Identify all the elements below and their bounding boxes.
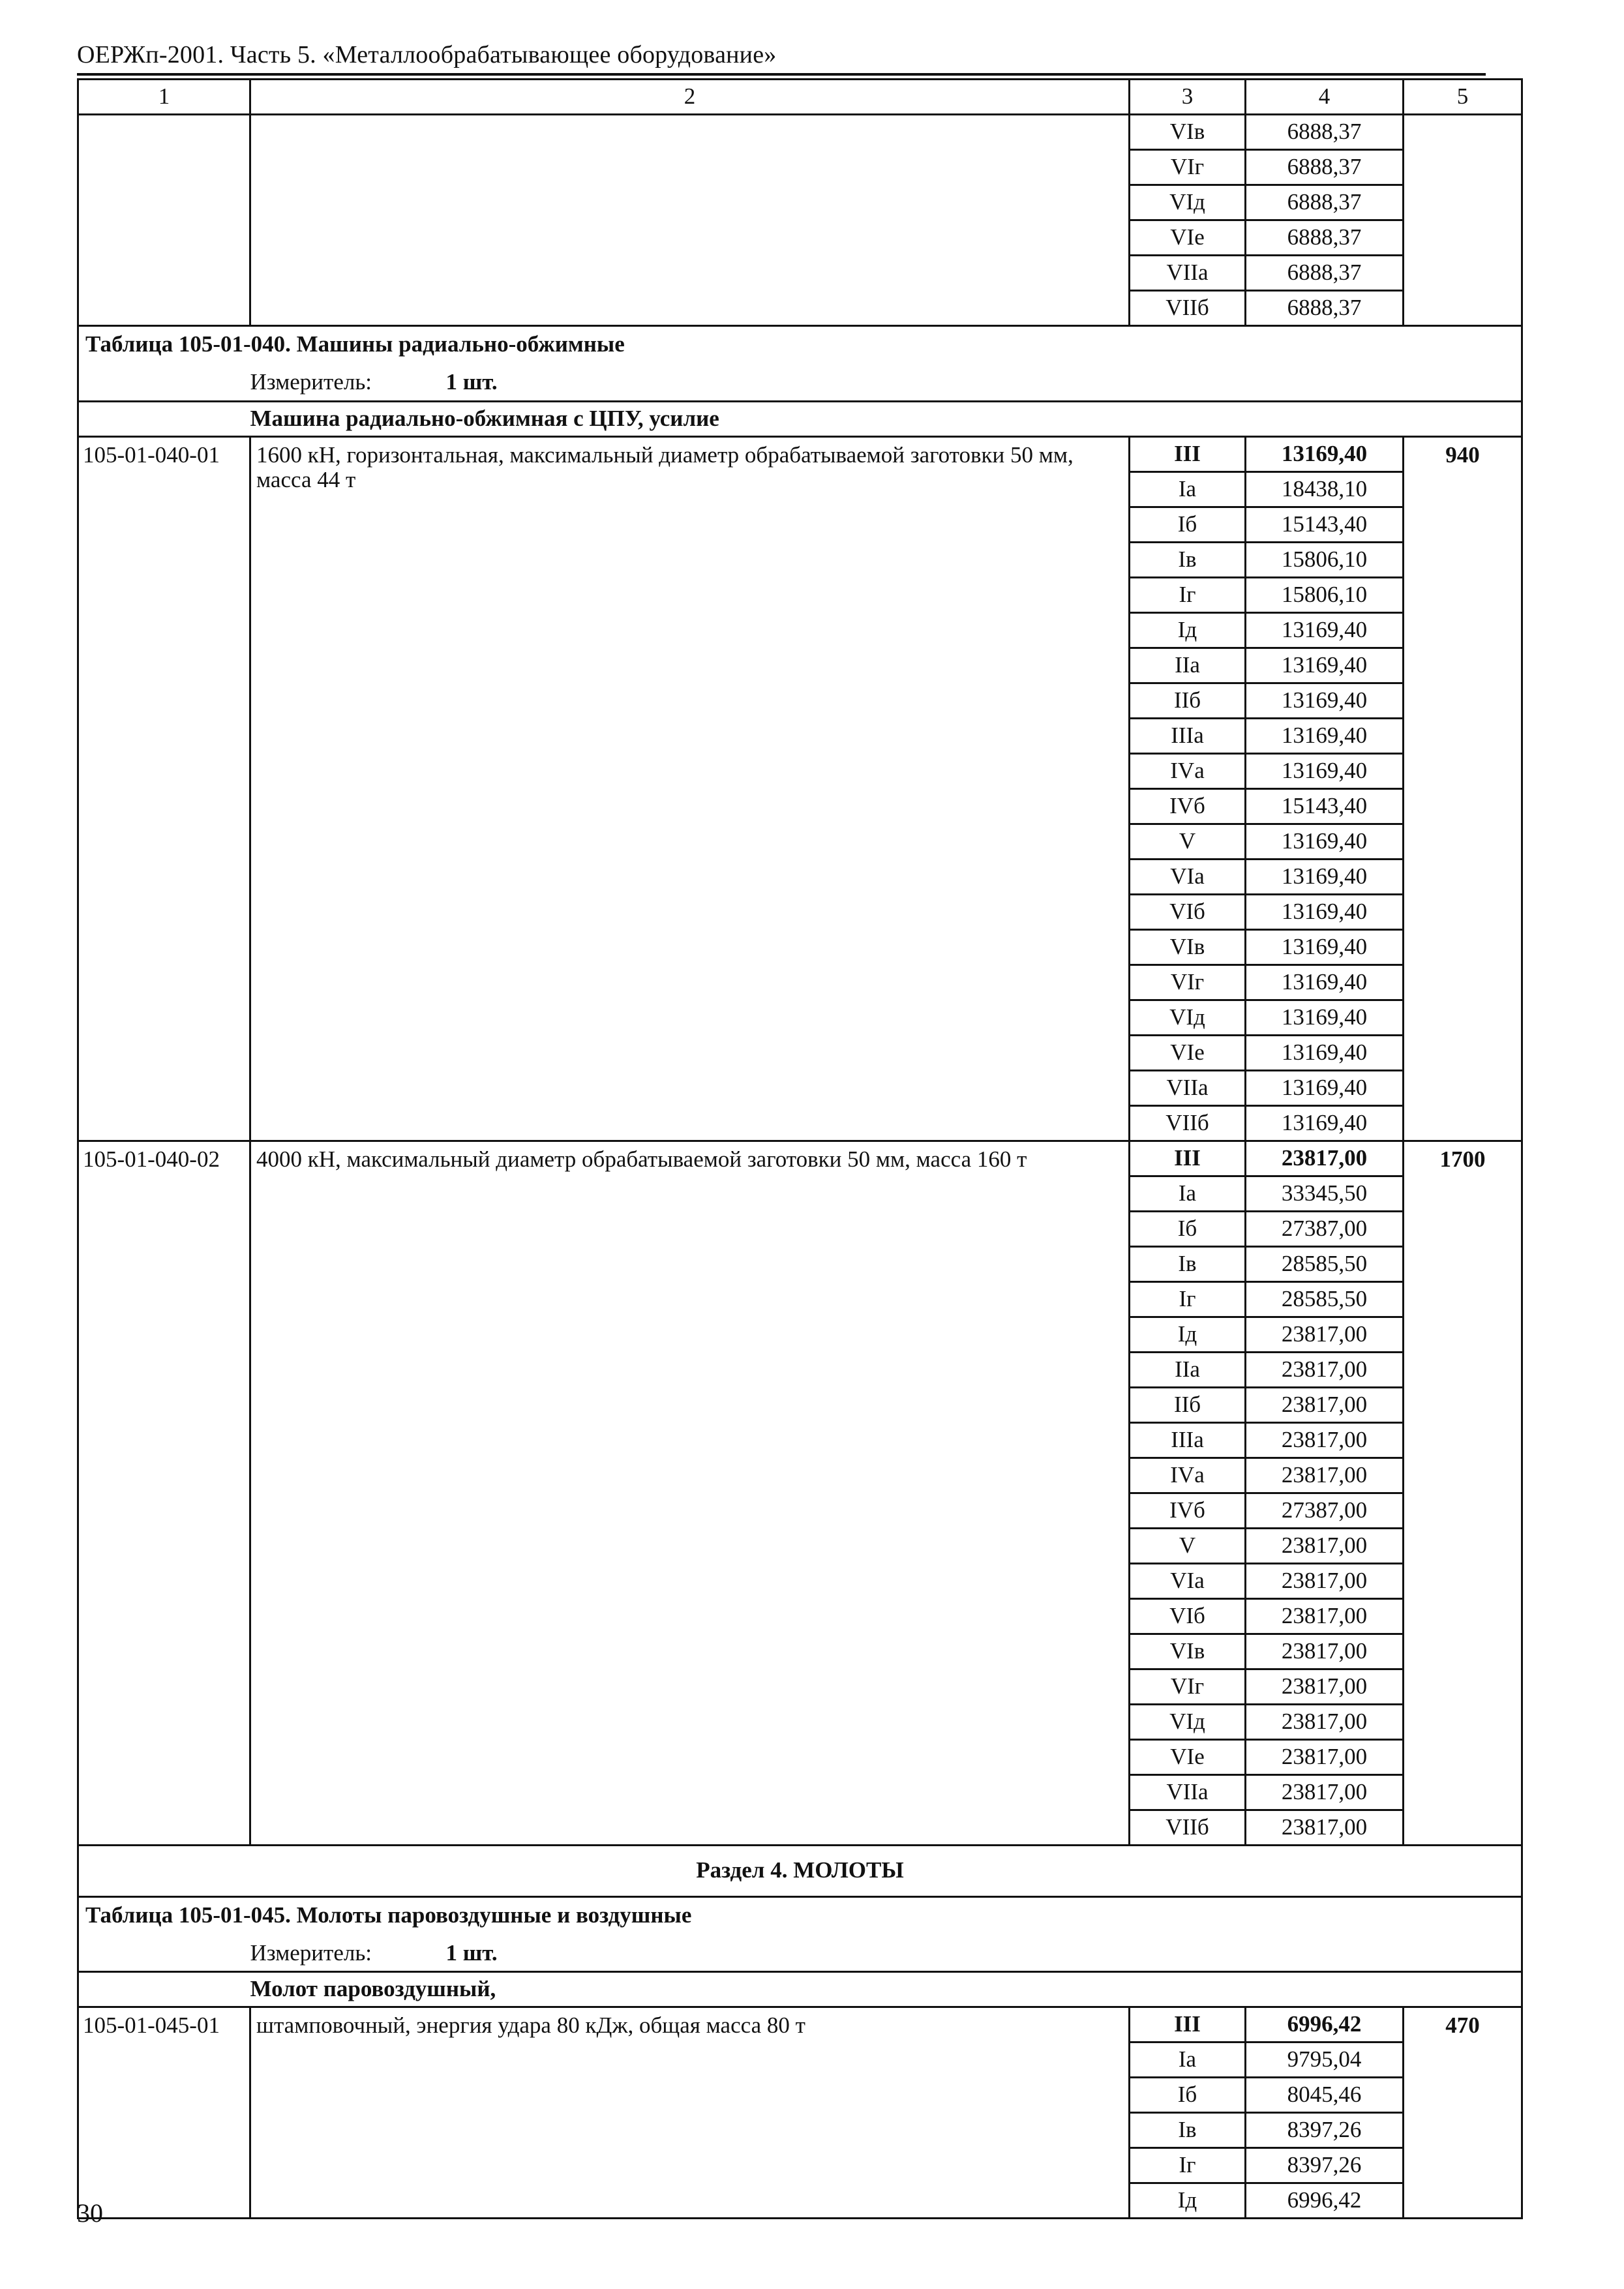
price-cell: 9795,04 (1246, 2042, 1404, 2078)
measure-spacer (78, 366, 250, 401)
price-cell: 13169,40 (1246, 1000, 1404, 1035)
zone-cell: Iа (1130, 471, 1246, 507)
measure-spacer (78, 1937, 250, 1972)
table-row (78, 436, 1522, 471)
price-cell: 13169,40 (1246, 824, 1404, 859)
item-code: 105-01-040-02 (78, 1141, 250, 1845)
measure-cell (250, 366, 1522, 401)
group-title: Молот паровоздушный, (250, 1972, 1522, 2007)
price-cell: 18438,10 (1246, 471, 1404, 507)
price-cell: 13169,40 (1246, 965, 1404, 1000)
item-value: 1700 (1404, 1141, 1522, 1845)
table-title-row (78, 326, 1522, 367)
zone-cell: III (1130, 1141, 1246, 1176)
zone-cell: III (1130, 436, 1246, 471)
price-cell: 6888,37 (1246, 256, 1404, 291)
zone-cell: Iг (1130, 2148, 1246, 2183)
zone-cell: VIг (1130, 150, 1246, 185)
zone-cell: Iб (1130, 507, 1246, 542)
zone-cell: VIд (1130, 1000, 1246, 1035)
zone-cell: IIб (1130, 683, 1246, 718)
zone-cell: VIв (1130, 1634, 1246, 1669)
zone-cell: III (1130, 2007, 1246, 2042)
price-cell: 6888,37 (1246, 115, 1404, 150)
price-cell: 23817,00 (1246, 1669, 1404, 1704)
price-cell: 28585,50 (1246, 1246, 1404, 1281)
description-cell (250, 115, 1130, 326)
price-cell: 23817,00 (1246, 1458, 1404, 1493)
item-value: 940 (1404, 436, 1522, 1141)
zone-cell: VIд (1130, 185, 1246, 220)
item-code: 105-01-040-01 (78, 436, 250, 1141)
group-title: Машина радиально-обжимная с ЦПУ, усилие (250, 401, 1522, 436)
zone-cell: Iд (1130, 612, 1246, 648)
group-spacer (78, 1972, 250, 2007)
zone-cell: VIа (1130, 859, 1246, 894)
price-cell: 13169,40 (1246, 1070, 1404, 1105)
header-rule (77, 73, 1486, 76)
zone-cell: VIIа (1130, 256, 1246, 291)
table-title: Таблица 105-01-045. Молоты паровоздушные и воздушные (78, 1896, 1522, 1937)
price-cell: 23817,00 (1246, 1317, 1404, 1352)
price-cell: 15143,40 (1246, 788, 1404, 824)
zone-cell: VIг (1130, 965, 1246, 1000)
section-row (78, 1845, 1522, 1896)
price-cell: 15143,40 (1246, 507, 1404, 542)
price-cell: 6996,42 (1246, 2007, 1404, 2042)
zone-cell: Iа (1130, 2042, 1246, 2078)
measure-value: 1 шт. (445, 1939, 498, 1966)
group-row (78, 1972, 1522, 2007)
measure-cell (250, 1937, 1522, 1972)
price-cell: 6996,42 (1246, 2183, 1404, 2219)
table-title-row (78, 1896, 1522, 1937)
item-value: 470 (1404, 2007, 1522, 2219)
zone-cell: Iг (1130, 577, 1246, 612)
table-row (78, 115, 1522, 150)
zone-cell: VIв (1130, 115, 1246, 150)
measure-label: Измеритель: (250, 1939, 372, 1966)
zone-cell: IVб (1130, 788, 1246, 824)
price-cell: 6888,37 (1246, 220, 1404, 256)
zone-cell: VIе (1130, 1739, 1246, 1774)
price-cell: 23817,00 (1246, 1528, 1404, 1563)
zone-cell: Iв (1130, 2113, 1246, 2148)
price-cell: 23817,00 (1246, 1387, 1404, 1422)
price-cell: 6888,37 (1246, 291, 1404, 326)
column-number: 4 (1246, 80, 1404, 115)
price-cell: 6888,37 (1246, 150, 1404, 185)
zone-cell: VIа (1130, 1563, 1246, 1598)
price-cell: 23817,00 (1246, 1422, 1404, 1458)
column-number: 5 (1404, 80, 1522, 115)
price-cell: 13169,40 (1246, 683, 1404, 718)
price-cell: 13169,40 (1246, 648, 1404, 683)
zone-cell: V (1130, 1528, 1246, 1563)
item-description: 1600 кН, горизонтальная, максимальный диаметр обрабатываемой заготовки 50 мм, масса 44 т (250, 436, 1130, 1141)
price-cell: 28585,50 (1246, 1281, 1404, 1317)
zone-cell: Iб (1130, 2078, 1246, 2113)
zone-cell: IIа (1130, 648, 1246, 683)
zone-cell: Iв (1130, 542, 1246, 577)
group-row (78, 401, 1522, 436)
zone-cell: V (1130, 824, 1246, 859)
zone-cell: VIIа (1130, 1070, 1246, 1105)
price-cell: 27387,00 (1246, 1493, 1404, 1528)
zone-cell: VIIб (1130, 1810, 1246, 1845)
price-cell: 13169,40 (1246, 753, 1404, 788)
column-number: 2 (250, 80, 1130, 115)
zone-cell: IIIа (1130, 1422, 1246, 1458)
price-cell: 23817,00 (1246, 1704, 1404, 1739)
zone-cell: IIIа (1130, 718, 1246, 753)
group-spacer (78, 401, 250, 436)
price-cell: 13169,40 (1246, 859, 1404, 894)
zone-cell: Iг (1130, 1281, 1246, 1317)
measure-label: Измеритель: (250, 369, 372, 395)
price-cell: 13169,40 (1246, 612, 1404, 648)
price-cell: 33345,50 (1246, 1176, 1404, 1211)
zone-cell: IVа (1130, 753, 1246, 788)
running-header: ОЕРЖп-2001. Часть 5. «Металлообрабатывающее оборудование» (77, 41, 777, 68)
column-number: 1 (78, 80, 250, 115)
price-cell: 23817,00 (1246, 1774, 1404, 1810)
price-cell: 27387,00 (1246, 1211, 1404, 1246)
zone-cell: IVа (1130, 1458, 1246, 1493)
zone-cell: IVб (1130, 1493, 1246, 1528)
price-cell: 15806,10 (1246, 577, 1404, 612)
code-cell (78, 115, 250, 326)
value-cell (1404, 115, 1522, 326)
zone-cell: Iд (1130, 2183, 1246, 2219)
zone-cell: VIб (1130, 894, 1246, 929)
item-code: 105-01-045-01 (78, 2007, 250, 2219)
price-cell: 15806,10 (1246, 542, 1404, 577)
price-cell: 23817,00 (1246, 1563, 1404, 1598)
zone-cell: VIIб (1130, 291, 1246, 326)
zone-cell: Iв (1130, 1246, 1246, 1281)
zone-cell: Iд (1130, 1317, 1246, 1352)
price-cell: 23817,00 (1246, 1739, 1404, 1774)
column-number: 3 (1130, 80, 1246, 115)
zone-cell: IIб (1130, 1387, 1246, 1422)
price-cell: 23817,00 (1246, 1141, 1404, 1176)
measure-value: 1 шт. (445, 369, 498, 395)
price-cell: 13169,40 (1246, 894, 1404, 929)
item-description: 4000 кН, максимальный диаметр обрабатываемой заготовки 50 мм, масса 160 т (250, 1141, 1130, 1845)
zone-cell: VIд (1130, 1704, 1246, 1739)
section-title: Раздел 4. МОЛОТЫ (78, 1845, 1522, 1896)
price-cell: 8397,26 (1246, 2113, 1404, 2148)
zone-cell: VIе (1130, 220, 1246, 256)
zone-cell: VIв (1130, 929, 1246, 965)
table-row (78, 1141, 1522, 1176)
zone-cell: VIIб (1130, 1105, 1246, 1141)
zone-cell: Iб (1130, 1211, 1246, 1246)
price-cell: 13169,40 (1246, 436, 1404, 471)
zone-cell: VIб (1130, 1598, 1246, 1634)
price-cell: 23817,00 (1246, 1810, 1404, 1845)
price-cell: 23817,00 (1246, 1352, 1404, 1387)
zone-cell: VIIа (1130, 1774, 1246, 1810)
price-cell: 8045,46 (1246, 2078, 1404, 2113)
zone-cell: VIг (1130, 1669, 1246, 1704)
price-table (77, 78, 1523, 2219)
measure-row (78, 366, 1522, 401)
item-description: штамповочный, энергия удара 80 кДж, общая масса 80 т (250, 2007, 1130, 2219)
price-cell: 23817,00 (1246, 1634, 1404, 1669)
price-cell: 13169,40 (1246, 1035, 1404, 1070)
price-cell: 13169,40 (1246, 718, 1404, 753)
zone-cell: VIе (1130, 1035, 1246, 1070)
measure-row (78, 1937, 1522, 1972)
table-title: Таблица 105-01-040. Машины радиально-обжимные (78, 326, 1522, 367)
zone-cell: Iа (1130, 1176, 1246, 1211)
price-cell: 8397,26 (1246, 2148, 1404, 2183)
price-cell: 13169,40 (1246, 929, 1404, 965)
price-cell: 13169,40 (1246, 1105, 1404, 1141)
page-number: 30 (77, 2198, 103, 2228)
table-row (78, 2007, 1522, 2042)
price-cell: 6888,37 (1246, 185, 1404, 220)
price-cell: 23817,00 (1246, 1598, 1404, 1634)
column-number-row (78, 80, 1522, 115)
zone-cell: IIа (1130, 1352, 1246, 1387)
